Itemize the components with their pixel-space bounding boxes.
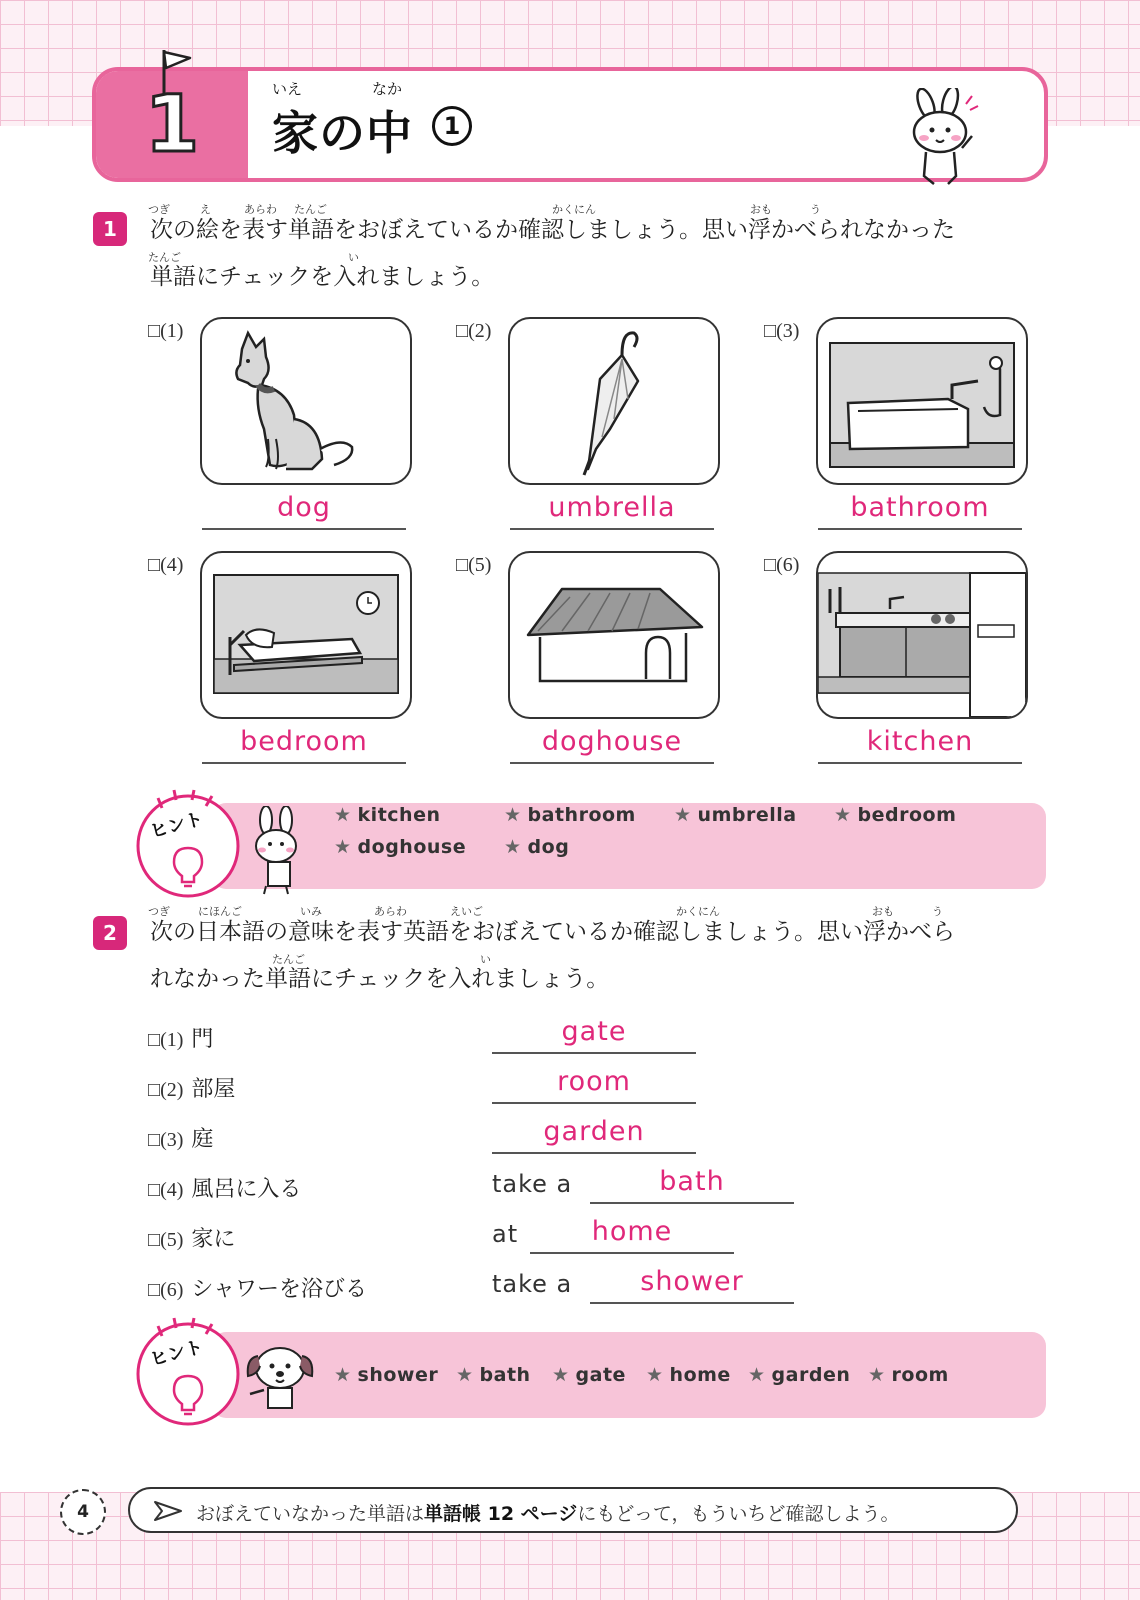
answer-6: kitchen	[818, 720, 1022, 764]
picture-frame-2	[508, 317, 720, 485]
picture-frame-5	[508, 551, 720, 719]
item4-checkbox-label[interactable]: □(4)	[148, 554, 184, 576]
item3-checkbox-label[interactable]: □(3)	[764, 320, 800, 342]
answer-4: bedroom	[202, 720, 406, 764]
picture-frame-1	[200, 317, 412, 485]
ruby-arawa: あらわ	[244, 203, 277, 216]
arrow-right-icon	[152, 1499, 184, 1523]
hint1-word-2: ★ bathroom	[504, 804, 636, 826]
section2-instruction-line2: れなかった単語にチェックを入れましょう。	[150, 966, 610, 992]
s2-answer-4: bath	[590, 1160, 794, 1204]
hint2-word-5: ★ garden	[748, 1364, 851, 1386]
dog-hint-icon	[240, 1338, 320, 1416]
s2-answer-2: room	[492, 1060, 696, 1104]
answer-5: doghouse	[510, 720, 714, 764]
section2-instruction-line1: 次の日本語の意味を表す英語をおぼえているか確認しましょう。思い浮かべら	[150, 919, 955, 945]
ruby2-omo: おも	[872, 905, 894, 918]
hint1-word-1: ★ kitchen	[334, 804, 441, 826]
dog-icon	[202, 319, 410, 483]
ruby-kakunin: かくにん	[552, 203, 596, 216]
s2-prefix-6: take a	[492, 1270, 573, 1298]
bathroom-icon	[818, 319, 1026, 483]
s2-item5-label[interactable]: □(5) 家に	[148, 1227, 236, 1252]
s2-prefix-4: take a	[492, 1170, 573, 1198]
umbrella-icon	[510, 319, 718, 483]
s2-item2-label[interactable]: □(2) 部屋	[148, 1077, 236, 1102]
hint1-word-3: ★ umbrella	[674, 804, 797, 826]
s2-answer-6: shower	[590, 1260, 794, 1304]
ruby2-u: う	[932, 905, 943, 918]
ruby2-tsugi: つぎ	[148, 905, 170, 918]
s2-item6-label[interactable]: □(6) シャワーを浴びる	[148, 1277, 367, 1302]
ruby-tango: たんご	[294, 203, 327, 216]
ruby-tsugi: つぎ	[148, 203, 170, 216]
bunny-mascot-icon	[904, 88, 980, 192]
section1-instruction-line2: 単語にチェックを入れましょう。	[150, 264, 495, 290]
ruby2-arawa: あらわ	[374, 905, 407, 918]
s2-answer-1: gate	[492, 1010, 696, 1054]
item5-checkbox-label[interactable]: □(5)	[456, 554, 492, 576]
s2-item4-label[interactable]: □(4) 風呂に入る	[148, 1177, 302, 1202]
s2-item1-label[interactable]: □(1) 門	[148, 1027, 214, 1052]
s2-item3-label[interactable]: □(3) 庭	[148, 1127, 214, 1152]
section2-badge: 2	[93, 916, 127, 950]
picture-frame-3	[816, 317, 1028, 485]
hint2-word-6: ★ room	[868, 1364, 949, 1386]
ruby-omo: おも	[750, 203, 772, 216]
hint1-word-4: ★ bedroom	[834, 804, 957, 826]
doghouse-icon	[510, 553, 718, 717]
ruby-tango-2: たんご	[148, 251, 181, 264]
bunny-hint-icon	[246, 806, 308, 896]
item1-checkbox-label[interactable]: □(1)	[148, 320, 184, 342]
hint-label-2: ヒント	[147, 1336, 206, 1371]
footer-text: おぼえていなかった単語は単語帳 12 ページにもどって，もういちど確認しよう。	[196, 1503, 900, 1525]
part-number: 1	[432, 106, 472, 146]
ruby2-i: い	[480, 953, 491, 966]
section1-badge: 1	[93, 212, 127, 246]
kitchen-icon	[818, 553, 1026, 717]
hint1-word-5: ★ doghouse	[334, 836, 467, 858]
unit-number: 1	[96, 71, 248, 178]
title-ruby-ie: いえ	[272, 80, 303, 98]
ruby2-nihongo: にほんご	[198, 905, 242, 918]
hint2-word-3: ★ gate	[552, 1364, 626, 1386]
hint2-word-2: ★ bath	[456, 1364, 531, 1386]
ruby2-tango: たんご	[272, 953, 305, 966]
section1-instruction-line1: 次の絵を表す単語をおぼえているか確認しましょう。思い浮かべられなかった	[150, 217, 955, 243]
hint-lightbulb-icon	[132, 788, 244, 900]
ruby2-kakunin: かくにん	[676, 905, 720, 918]
title-ruby-naka: なか	[372, 80, 403, 98]
flag-icon	[158, 46, 194, 96]
answer-3: bathroom	[818, 486, 1022, 530]
item6-checkbox-label[interactable]: □(6)	[764, 554, 800, 576]
ruby2-eigo: えいご	[450, 905, 483, 918]
hint1-word-6: ★ dog	[504, 836, 570, 858]
page-title: 家の中	[272, 106, 413, 160]
s2-prefix-5: at	[492, 1220, 519, 1248]
s2-answer-5: home	[530, 1210, 734, 1254]
answer-2: umbrella	[510, 486, 714, 530]
hint-label-1: ヒント	[147, 808, 206, 843]
footer-note-bar	[128, 1487, 1018, 1533]
hint-lightbulb-icon-2	[132, 1316, 244, 1428]
s2-answer-3: garden	[492, 1110, 696, 1154]
ruby-i: い	[348, 251, 359, 264]
ruby-e: え	[200, 203, 211, 216]
hint2-word-4: ★ home	[646, 1364, 731, 1386]
page-number: 4	[60, 1489, 106, 1535]
bedroom-icon	[202, 553, 410, 717]
ruby2-imi: いみ	[300, 905, 322, 918]
answer-1: dog	[202, 486, 406, 530]
hint2-word-1: ★ shower	[334, 1364, 439, 1386]
item2-checkbox-label[interactable]: □(2)	[456, 320, 492, 342]
picture-frame-6	[816, 551, 1028, 719]
ruby-u: う	[810, 203, 821, 216]
picture-frame-4	[200, 551, 412, 719]
